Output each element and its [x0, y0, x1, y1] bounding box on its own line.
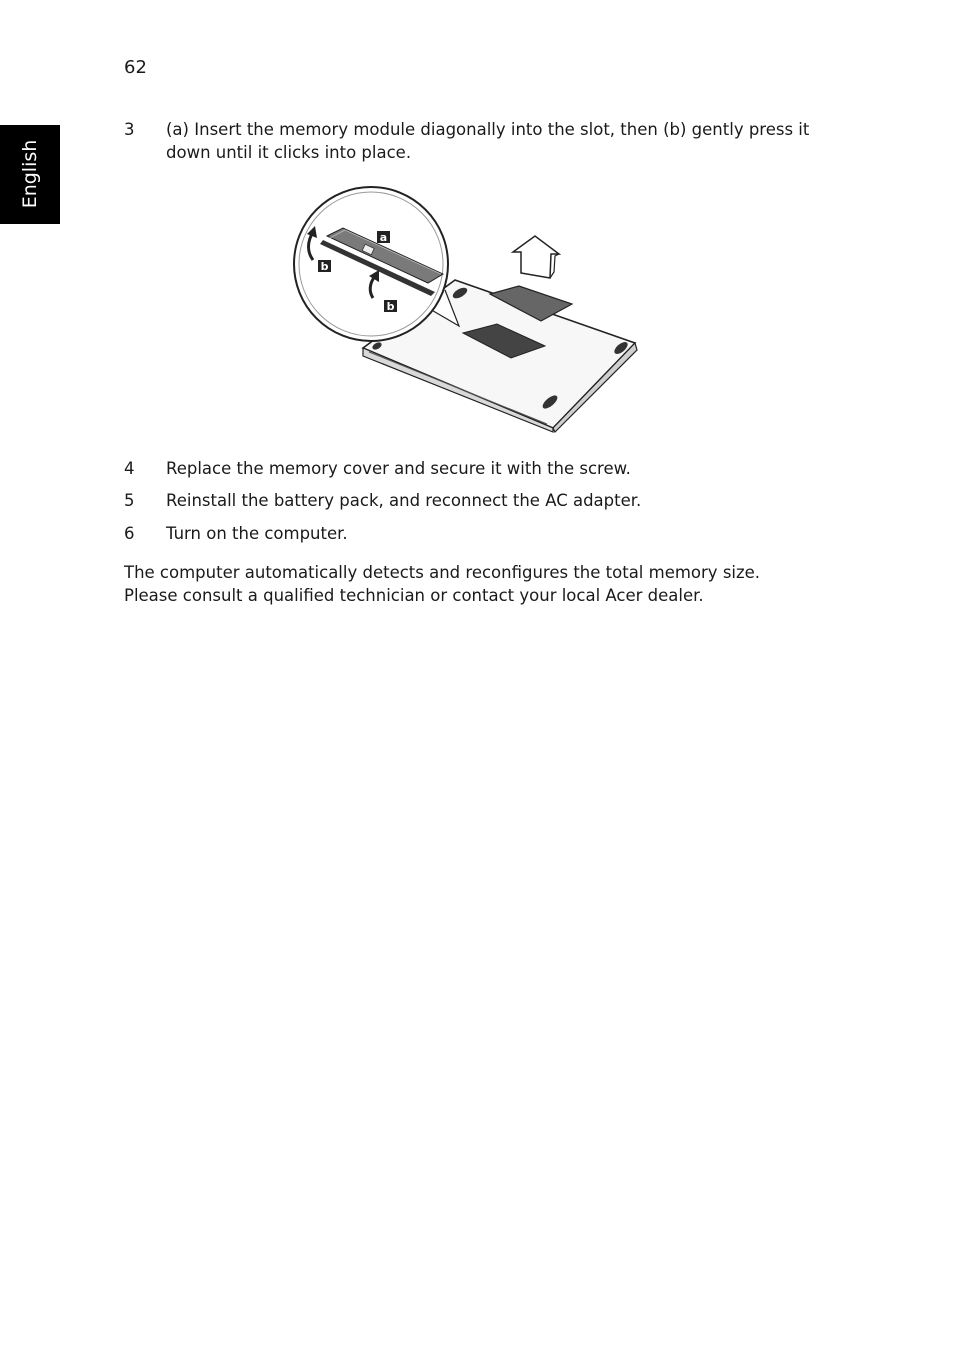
laptop-bottom-illustration — [285, 180, 645, 435]
step-text: Turn on the computer. — [166, 524, 348, 543]
side-tab — [0, 125, 60, 224]
memory-install-figure — [285, 180, 645, 435]
label-a: (a) — [166, 120, 189, 139]
callout-a-text: a — [379, 231, 388, 244]
step-text: Replace the memory cover and secure it with the screw. — [166, 459, 631, 478]
up-arrow-icon — [513, 236, 559, 278]
page-number: 62 — [124, 57, 147, 78]
side-tab-label: English — [19, 139, 41, 209]
magnifier-circle — [294, 187, 448, 341]
paragraph-line-1: The computer automatically detects and reconfigures the total memory size. — [124, 563, 761, 582]
step-number: 6 — [124, 524, 135, 543]
step-number: 3 — [124, 120, 135, 139]
closing-paragraph — [124, 561, 824, 607]
step-text-part-2: gently press it down until it clicks into place. — [166, 120, 810, 162]
callout-b-2-text: b — [386, 300, 395, 313]
step-number: 5 — [124, 491, 135, 510]
step-text — [166, 118, 826, 164]
callout-b-1-text: b — [320, 260, 329, 273]
step-text-part-1: Insert the memory module diagonally into the slot, then — [189, 120, 664, 139]
paragraph-line-2: Please consult a qualified technician or contact your local Acer dealer. — [124, 586, 704, 605]
step-text: Reinstall the battery pack, and reconnect the AC adapter. — [166, 491, 642, 510]
label-b: (b) — [663, 120, 687, 139]
step-number: 4 — [124, 459, 135, 478]
